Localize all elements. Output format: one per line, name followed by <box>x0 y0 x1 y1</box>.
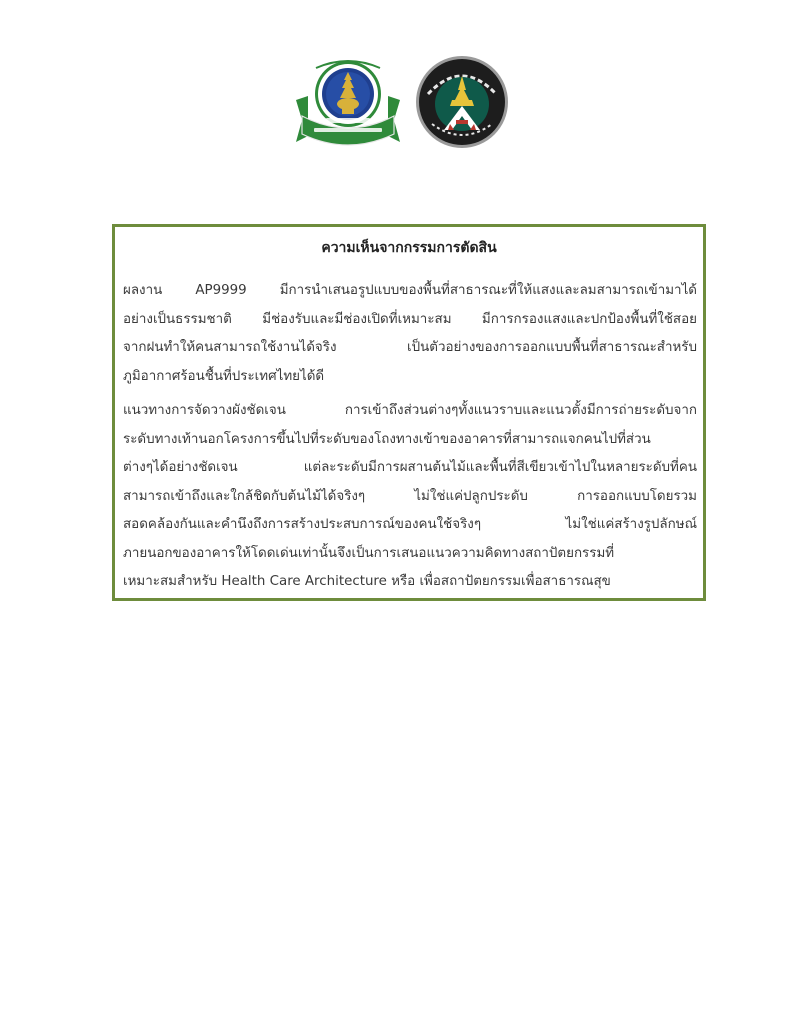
paragraph-line: ผลงาน AP9999 มีการนำเสนอรูปแบบของพื้นที่สาธารณะที่ให้แสงและลมสามารถเข้ามาได้ <box>123 283 697 298</box>
paragraph-line: แนวทางการจัดวางผังชัดเจน การเข้าถึงส่วนต่างๆทั้งแนวราบและแนวตั้งมีการถ่ายระดับจาก <box>123 403 697 418</box>
paragraph-line: ภายนอกของอาคารให้โดดเด่นเท่านั้นจึงเป็นการเสนอแนวความคิดทางสถาปัตยกรรมที่ <box>123 545 615 561</box>
logo-row <box>0 54 791 150</box>
paragraph-line: เหมาะสมสำหรับ Health Care Architecture หรือ เพื่อสถาปัตยกรรมเพื่อสาธารณสุข <box>123 574 611 589</box>
paragraph-line: ระดับทางเท้านอกโครงการขึ้นไปที่ระดับของโถงทางเข้าของอาคารที่สามารถแจกคนไปที่ส่วน <box>123 431 651 447</box>
paragraph-line: สามารถเข้าถึงและใกล้ชิดกับต้นไม้ได้จริงๆ ไม่ใช่แค่ปลูกประดับ การออกแบบโดยรวม <box>123 488 697 504</box>
judges-comment-box <box>112 224 706 601</box>
comment-title: ความเห็นจากกรรมการตัดสิน <box>321 240 497 256</box>
association-emblem-icon <box>414 54 510 150</box>
university-seal-icon <box>292 56 404 146</box>
paragraph-line: ภูมิอากาศร้อนชื้นที่ประเทศไทยได้ดี <box>123 368 325 384</box>
paragraph-line: สอดคล้องกันและคำนึงถึงการสร้างประสบการณ์ของคนใช้จริงๆ ไม่ใช่แค่สร้างรูปลักษณ์ <box>123 517 697 532</box>
paragraph-line: อย่างเป็นธรรมชาติ มีช่องรับและมีช่องเปิดที่เหมาะสม มีการกรองแสงและปกป้องพื้นที่ใช้สอย <box>123 311 697 327</box>
comment-paragraph-2 <box>123 397 697 597</box>
paragraph-line: ต่างๆได้อย่างชัดเจน แต่ละระดับมีการผสานต้นไม้และพื้นที่สีเขียวเข้าไปในหลายระดับที่คน <box>123 460 697 475</box>
comment-paragraph-1 <box>123 277 697 391</box>
paragraph-line: จากฝนทำให้คนสามารถใช้งานได้จริง เป็นตัวอย่างของการออกแบบพื้นที่สาธารณะสำหรับ <box>123 340 697 355</box>
